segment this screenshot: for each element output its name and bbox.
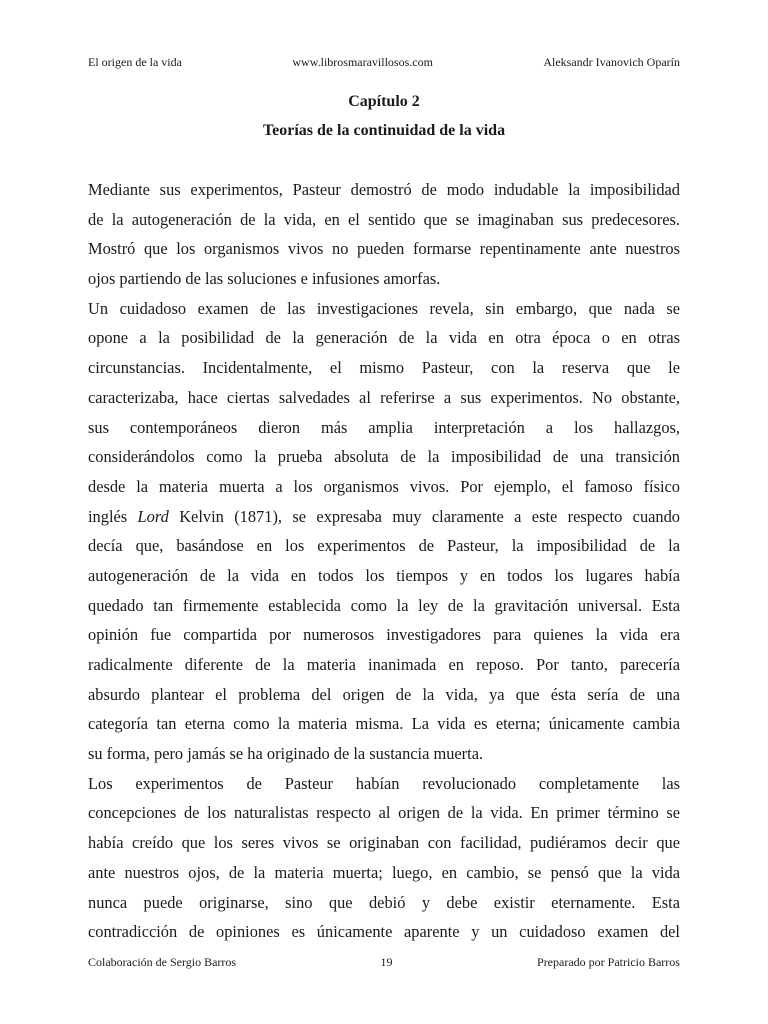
text-line: había creído que los seres vivos se originaban con facilidad, pudiéramos decir que — [88, 833, 680, 853]
text-line: opone a la posibilidad de la generación de la vida en otra época o en otras — [88, 328, 680, 348]
running-footer — [88, 955, 680, 969]
header-book-title: El origen de la vida — [88, 55, 182, 69]
text-line: desde la materia muerta a los organismos vivos. Por ejemplo, el famoso físico — [88, 476, 680, 496]
italic-text: Lord — [137, 506, 169, 526]
text-line: opinión fue compartida por numerosos investigadores para quienes la vida era — [88, 625, 680, 645]
text-line: contradicción de opiniones es únicamente aparente y un cuidadoso examen del — [88, 922, 680, 942]
text-line: radicalmente diferente de la materia inanimada en reposo. Por tanto, parecería — [88, 655, 680, 674]
chapter-title: Teorías de la continuidad de la vida — [262, 122, 506, 139]
header-author: Aleksandr Ivanovich Oparín — [543, 55, 680, 69]
text-line: categoría tan eterna como la materia misma. La vida es eterna; únicamente cambia — [88, 714, 680, 734]
text-line: quedado tan firmemente establecida como la ley de la gravitación universal. Esta — [88, 595, 680, 615]
text-line: autogeneración de la vida en todos los tiempos y en todos los lugares había — [88, 565, 680, 585]
text-line — [88, 502, 680, 532]
running-header — [88, 55, 680, 69]
text-segment: Kelvin (1871), se expresaba muy claramente a este respecto cuando — [168, 506, 680, 526]
footer-prepared-by: Preparado por Patricio Barros — [537, 955, 680, 969]
text-line: caracterizaba, hace ciertas salvedades al referirse a sus experimentos. No obstante, — [88, 387, 680, 407]
body-text — [88, 175, 680, 947]
footer-collaboration: Colaboración de Sergio Barros — [88, 955, 237, 969]
text-line: Mediante sus experimentos, Pasteur demostró de modo indudable la imposibilidad — [88, 180, 680, 199]
text-line: decía que, basándose en los experimentos de Pasteur, la imposibilidad de la — [88, 536, 680, 556]
text-line: de la autogeneración de la vida, en el sentido que se imaginaban sus predecesores. — [88, 209, 680, 229]
text-line: sus contemporáneos dieron más amplia interpretación a los hallazgos, — [88, 417, 680, 437]
page-number: 19 — [380, 955, 393, 969]
text-line: ante nuestros ojos, de la materia muerta; luego, en cambio, se pensó que la vida — [88, 862, 680, 882]
text-line: su forma, pero jamás se ha originado de la sustancia muerta. — [88, 744, 484, 764]
text-line: ojos partiendo de las soluciones e infusiones amorfas. — [88, 269, 441, 289]
text-line: absurdo plantear el problema del origen de la vida, ya que ésta sería de una — [88, 684, 680, 704]
text-line: nunca puede originarse, sino que debió y debe existir eternamente. Esta — [88, 892, 680, 912]
text-segment: inglés — [88, 506, 138, 526]
text-line: Un cuidadoso examen de las investigaciones revela, sin embargo, que nada se — [88, 298, 680, 318]
text-line: Mostró que los organismos vivos no pueden formarse repentinamente ante nuestros — [88, 239, 680, 259]
header-website: www.librosmaravillosos.com — [292, 55, 433, 69]
text-line: Los experimentos de Pasteur habían revolucionado completamente las — [88, 773, 680, 793]
chapter-number: Capítulo 2 — [348, 93, 420, 110]
text-line: considerándolos como la prueba absoluta de la imposibilidad de una transición — [88, 447, 680, 467]
text-line: circunstancias. Incidentalmente, el mismo Pasteur, con la reserva que le — [88, 358, 680, 378]
text-line: concepciones de los naturalistas respecto al origen de la vida. En primer término se — [88, 803, 680, 823]
